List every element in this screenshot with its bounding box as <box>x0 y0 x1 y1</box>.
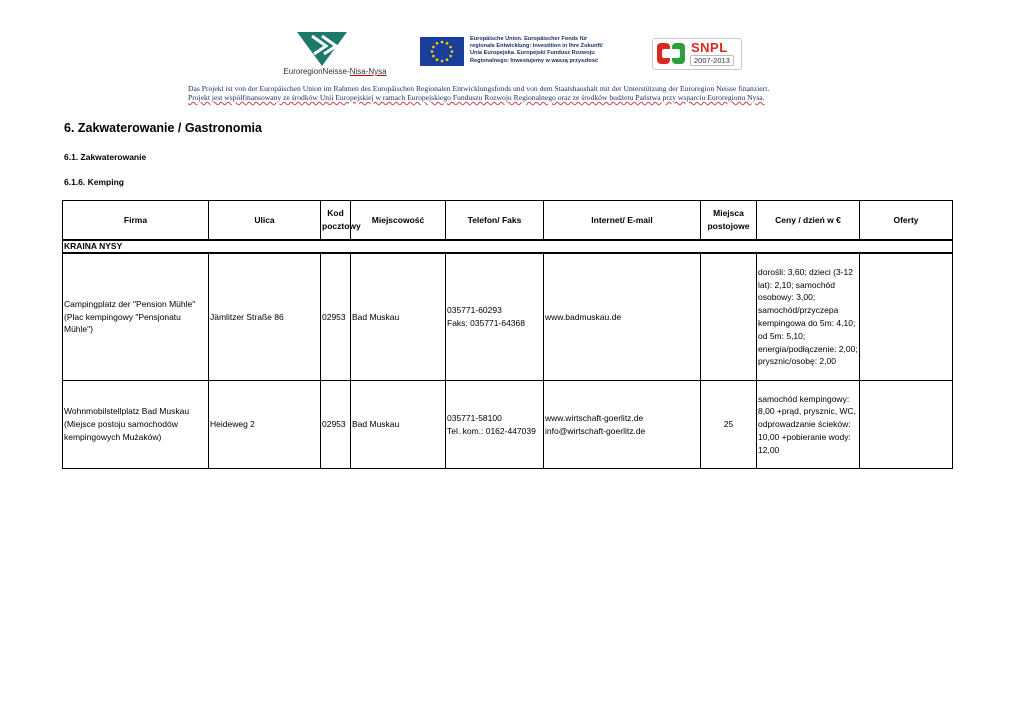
group-label: KRAINA NYSY <box>63 240 953 253</box>
section-title: 6. Zakwaterowanie / Gastronomia <box>64 121 262 135</box>
header-telefon: Telefon/ Faks <box>446 201 544 241</box>
cell-firma: Wohnmobilstellplatz Bad Muskau (Miejsce postoju samochodów kempingowych Mużaków) <box>63 381 209 469</box>
euroregion-label: EuroregionNeisse-Nisa-Nysa <box>283 67 387 76</box>
cell-telefon <box>446 381 544 469</box>
cell-miejsca <box>701 253 757 381</box>
cell-ceny: dorośli: 3,60; dzieci (3-12 lat): 2,10; samochód osobowy: 3,00; samochód/przyczepa kempingowa do 5m: 4,10; od 5m: 5,10; energia/podłączenie: 2,00; prysznic/osobę: 2,00 <box>757 253 860 381</box>
phone-line: 035771-58100 <box>447 412 502 423</box>
euroregion-emblem-icon <box>280 30 390 68</box>
website-link[interactable]: www.badmuskau.de <box>545 311 622 322</box>
cell-internet <box>544 253 701 381</box>
cell-kod: 02953 <box>321 381 351 469</box>
cell-ulica: Heideweg 2 <box>209 381 321 469</box>
header-internet: Internet/ E-mail <box>544 201 701 241</box>
table-header-row <box>63 201 953 241</box>
header-firma: Firma <box>63 201 209 241</box>
cell-oferty <box>860 253 953 381</box>
phone-line: 035771-60293 <box>447 305 502 316</box>
eu-funding-text: Europäische Union. Europäischer Fonds für regionale Entwicklung: Investition in Ihre Zukunft/ Unia Europejska. Europejski Fundusz Rozwoju Regionalnego: Inwestujemy w waszą przyszłość <box>470 36 603 64</box>
snpl-years: 2007-2013 <box>690 55 734 66</box>
email-link[interactable]: info@wirtschaft-goerlitz.de <box>545 425 646 436</box>
fax-line: Faks: 035771-64368 <box>447 318 525 328</box>
cell-oferty <box>860 381 953 469</box>
snpl-name: SNPL <box>691 40 728 55</box>
cell-ulica: Jämlitzer Straße 86 <box>209 253 321 381</box>
header-kod: Kod pocztowy <box>321 201 351 241</box>
euroregion-logo <box>280 30 390 80</box>
eu-flag-icon <box>420 37 464 66</box>
camping-table <box>62 200 953 469</box>
group-row <box>63 240 953 253</box>
cell-ceny: samochód kempingowy: 8,00 +prąd, prysznic, WC, odprowadzanie ścieków: 10,00 +pobieranie wody: 12,00 <box>757 381 860 469</box>
table-row <box>63 253 953 381</box>
cell-miejscowosc: Bad Muskau <box>351 253 446 381</box>
header-miejscowosc: Miejscowość <box>351 201 446 241</box>
project-funding-note <box>188 84 848 102</box>
project-line-german: Das Projekt ist von der Europäischen Union im Rahmen des Europäischen Regionalen Entwicklungsfonds und von dem Staatshaushalt mit der Unterstützung der Euroregion Neisse finanziert. <box>188 84 770 93</box>
cell-internet <box>544 381 701 469</box>
cell-firma: Campingplatz der "Pension Mühle" (Plac kempingowy "Pensjonatu Mühle") <box>63 253 209 381</box>
subsubsection-title: 6.1.6. Kemping <box>64 177 124 187</box>
header-miejsca: Miejsca postojowe <box>701 201 757 241</box>
cell-kod: 02953 <box>321 253 351 381</box>
cell-miejsca: 25 <box>701 381 757 469</box>
header-ceny: Ceny / dzień w € <box>757 201 860 241</box>
subsection-title: 6.1. Zakwaterowanie <box>64 152 147 162</box>
header-ulica: Ulica <box>209 201 321 241</box>
snpl-mark-icon <box>656 42 686 65</box>
website-link[interactable]: www.wirtschaft-goerlitz.de <box>545 412 644 423</box>
header-oferty: Oferty <box>860 201 953 241</box>
cell-telefon <box>446 253 544 381</box>
mobile-line: Tel. kom.: 0162-447039 <box>447 425 536 436</box>
snpl-logo <box>652 38 742 70</box>
cell-miejscowosc: Bad Muskau <box>351 381 446 469</box>
project-line-polish: Projekt jest współfinansowany ze środków Unii Europejskiej w ramach Europejskiego Funduszu Rozwoju Regionalnego oraz ze środków budżetu Państwa przy wsparciu Euroregionu Nysa. <box>188 93 765 102</box>
eu-logo <box>420 37 640 67</box>
table-row <box>63 381 953 469</box>
